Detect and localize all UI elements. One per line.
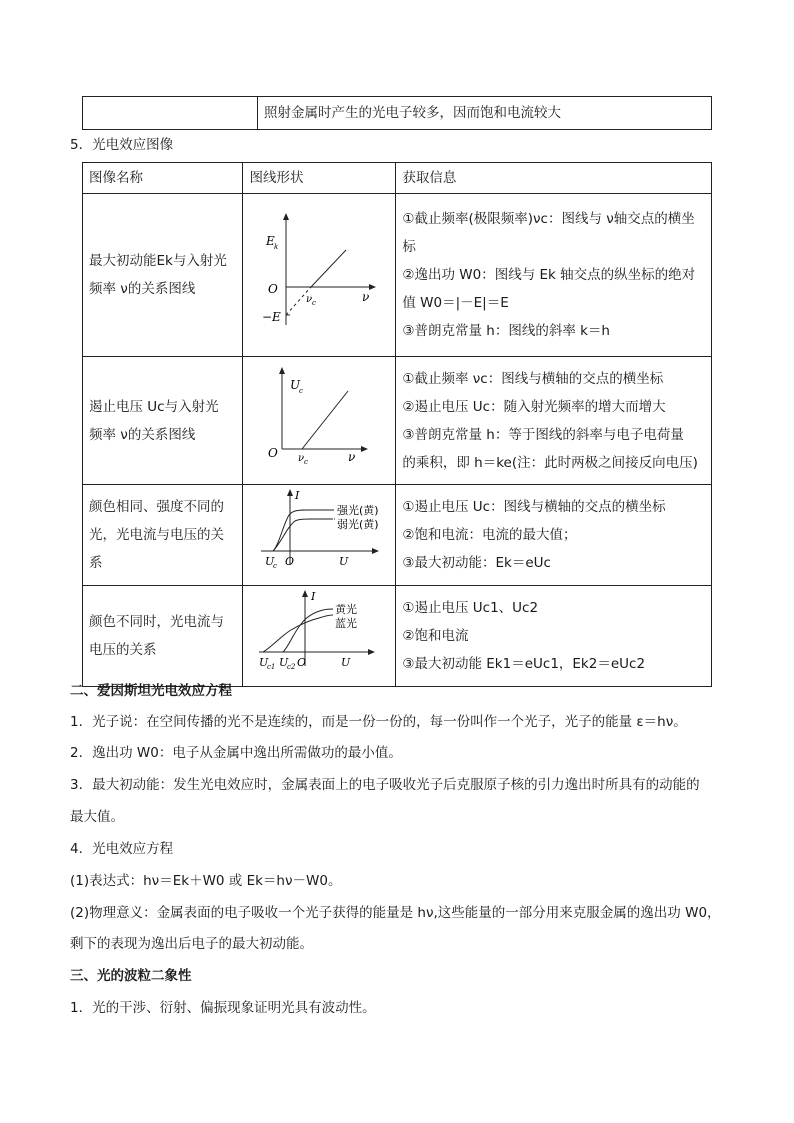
axis-label: U bbox=[339, 555, 349, 568]
info-line: ③普朗克常量 h：图线的斜率 k＝h bbox=[402, 323, 610, 339]
tick-label-sub: c1 bbox=[267, 663, 276, 671]
info-line: ①遏止电压 Uc：图线与横轴的交点的横坐标 bbox=[402, 499, 666, 515]
origin-label: O bbox=[297, 656, 307, 669]
curve-label: 强光(黄) bbox=[337, 504, 380, 517]
header-graph-shape: 图线形状 bbox=[243, 163, 396, 194]
table-cell bbox=[83, 97, 258, 130]
tick-label-sub: c bbox=[304, 457, 309, 466]
origin-label: O bbox=[285, 555, 295, 568]
row-name-line: 频率 ν的关系图线 bbox=[89, 281, 196, 297]
ek-frequency-graph bbox=[254, 205, 384, 335]
paragraph: (1)表达式：hν＝Ek＋W0 或 Ek＝hν－W0。 bbox=[70, 873, 342, 889]
axis-label-sub: c bbox=[299, 386, 304, 395]
tick-label: ν bbox=[298, 452, 305, 464]
info-line: ②饱和电流：电流的最大值； bbox=[402, 527, 577, 543]
row-name-line: 光，光电流与电压的关 bbox=[89, 527, 224, 543]
paragraph: 1．光子说：在空间传播的光不是连续的，而是一份一份的，每一份叫作一个光子，光子的能量 ε＝hν。 bbox=[70, 714, 687, 730]
info-line: ①截止频率(极限频率)νc：图线与 ν轴交点的横坐 bbox=[402, 211, 695, 227]
header-graph-name: 图像名称 bbox=[83, 163, 243, 194]
row-info bbox=[396, 485, 712, 586]
info-line: ①截止频率 νc：图线与横轴的交点的横坐标 bbox=[402, 370, 664, 387]
row-name-line: 系 bbox=[89, 555, 103, 571]
intercept-label: −E bbox=[262, 310, 282, 324]
row-name bbox=[83, 194, 243, 357]
paragraph: 4．光电效应方程 bbox=[70, 841, 174, 857]
section-2-title: 二、爱因斯坦光电效应方程 bbox=[70, 683, 232, 699]
row-name bbox=[83, 357, 243, 485]
graph-cell bbox=[243, 357, 396, 485]
tick-label: U bbox=[259, 656, 269, 669]
paragraph: 剩下的表现为逸出后电子的最大初动能。 bbox=[70, 936, 313, 952]
table-row bbox=[83, 485, 712, 586]
info-line: 标 bbox=[402, 239, 416, 255]
header-info: 获取信息 bbox=[396, 163, 712, 194]
curve-label: 黄光 bbox=[335, 603, 358, 616]
info-line: ①遏止电压 Uc1、Uc2 bbox=[402, 600, 539, 616]
uc-frequency-graph bbox=[254, 361, 384, 471]
paragraph: 1．光的干涉、衍射、偏振现象证明光具有波动性。 bbox=[70, 1000, 376, 1016]
row-name-line: 电压的关系 bbox=[89, 642, 157, 658]
tick-label-sub: c bbox=[273, 562, 278, 570]
table-row bbox=[83, 357, 712, 485]
section-5-title: 5．光电效应图像 bbox=[70, 137, 174, 153]
paragraph: (2)物理意义：金属表面的电子吸收一个光子获得的能量是 hν,这些能量的一部分用来克服金属的逸出功 W0， bbox=[70, 905, 721, 921]
tick-label: U bbox=[279, 656, 289, 669]
graph-cell bbox=[243, 485, 396, 586]
axis-label: U bbox=[290, 377, 301, 392]
row-info bbox=[396, 194, 712, 357]
axis-label: I bbox=[311, 590, 316, 603]
paragraph: 2．逸出功 W0：电子从金属中逸出所需做功的最小值。 bbox=[70, 745, 402, 761]
intensity-current-graph bbox=[253, 485, 385, 575]
row-name-line: 颜色不同时，光电流与 bbox=[89, 614, 224, 630]
info-line: ②遏止电压 Uc：随入射光频率的增大而增大 bbox=[402, 398, 666, 415]
axis-label-sub: k bbox=[274, 243, 279, 251]
table-header-row bbox=[83, 163, 712, 194]
axis-label: ν bbox=[348, 449, 356, 464]
graph-cell bbox=[243, 586, 396, 687]
paragraph: 3．最大初动能：发生光电效应时，金属表面上的电子吸收光子后克服原子核的引力逸出时所具有的动能的 bbox=[70, 777, 700, 793]
tick-label: ν bbox=[306, 294, 313, 305]
tick-label-sub: c2 bbox=[287, 663, 296, 671]
previous-table-tail bbox=[82, 96, 712, 130]
info-line: ③普朗克常量 h：等于图线的斜率与电子电荷量 bbox=[402, 426, 684, 443]
table-row bbox=[83, 586, 712, 687]
tick-label-sub: c bbox=[312, 299, 317, 307]
row-name-line: 最大初动能Ek与入射光 bbox=[89, 253, 227, 269]
row-info bbox=[396, 586, 712, 687]
axis-label: U bbox=[341, 656, 351, 669]
row-name-line: 频率 ν的关系图线 bbox=[89, 426, 196, 443]
tick-label: U bbox=[265, 555, 275, 568]
row-info bbox=[396, 357, 712, 485]
paragraph: 最大值。 bbox=[70, 809, 124, 825]
row-name-line: 遏止电压 Uc与入射光 bbox=[89, 398, 219, 415]
section-3-title: 三、光的波粒二象性 bbox=[70, 968, 192, 984]
table-cell: 照射金属时产生的光电子较多，因而饱和电流较大 bbox=[258, 97, 712, 130]
info-line: ②逸出功 W0：图线与 Ek 轴交点的纵坐标的绝对 bbox=[402, 267, 696, 283]
origin-label: O bbox=[268, 445, 279, 460]
info-line: 值 W0＝|－E|＝E bbox=[402, 295, 509, 311]
curve-label: 弱光(黄) bbox=[337, 518, 380, 531]
origin-label: O bbox=[268, 282, 279, 296]
graph-cell bbox=[243, 194, 396, 357]
axis-label: I bbox=[295, 489, 300, 502]
axis-label: E bbox=[266, 234, 276, 248]
info-line: ③最大初动能 Ek1＝eUc1，Ek2＝eUc2 bbox=[402, 656, 646, 672]
info-line: ③最大初动能：Ek＝eUc bbox=[402, 555, 551, 571]
curve-label: 蓝光 bbox=[335, 617, 358, 630]
info-line: 的乘积，即 h＝ke(注：此时两极之间接反向电压) bbox=[402, 454, 698, 471]
photoelectric-graph-table bbox=[82, 162, 712, 687]
row-name-line: 颜色相同、强度不同的 bbox=[89, 499, 224, 515]
axis-label: ν bbox=[362, 290, 370, 304]
info-line: ②饱和电流 bbox=[402, 628, 469, 644]
color-current-graph bbox=[253, 586, 385, 676]
table-row bbox=[83, 194, 712, 357]
row-name bbox=[83, 485, 243, 586]
row-name bbox=[83, 586, 243, 687]
